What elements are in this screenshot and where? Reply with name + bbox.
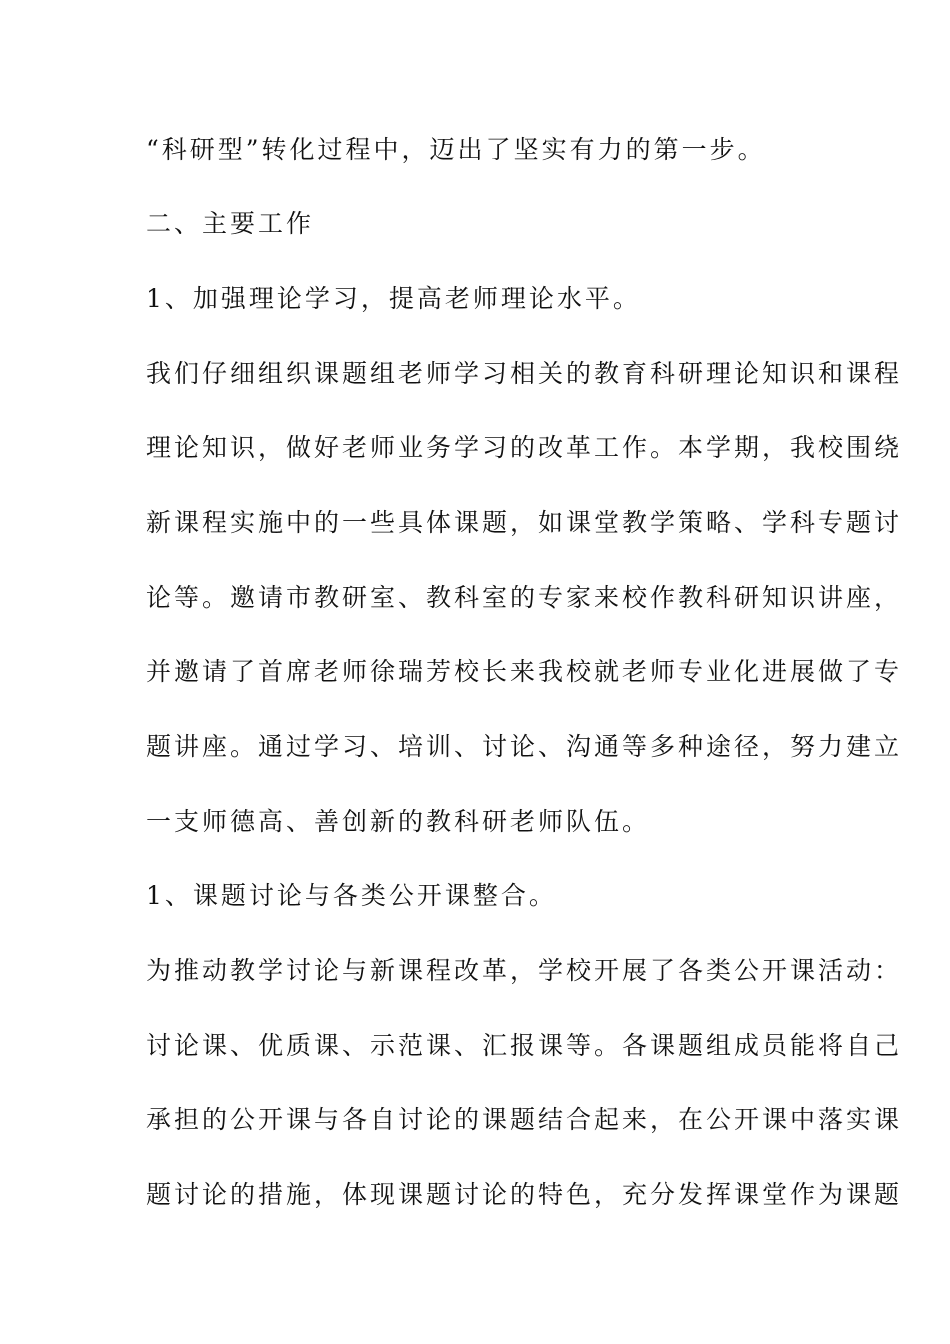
- section-heading-main-work: 二、主要工作: [146, 209, 315, 238]
- paragraph-line: 为推动教学讨论与新课程改革，学校开展了各类公开课活动：: [146, 956, 903, 985]
- paragraph-line: 我们仔细组织课题组老师学习相关的教育科研理论知识和课程: [146, 359, 903, 388]
- paragraph-line: 一支师德高、善创新的教科研老师队伍。: [146, 807, 651, 836]
- paragraph-line: 新课程实施中的一些具体课题，如课堂教学策略、学科专题讨: [146, 508, 903, 537]
- paragraph-line: 题讲座。通过学习、培训、讨论、沟通等多种途径，努力建立: [146, 732, 903, 761]
- paragraph-line: 论等。邀请市教研室、教科室的专家来校作教科研知识讲座，: [146, 583, 903, 612]
- paragraph-line: 讨论课、优质课、示范课、汇报课等。各课题组成员能将自己: [146, 1031, 903, 1060]
- paragraph-line: 并邀请了首席老师徐瑞芳校长来我校就老师专业化进展做了专: [146, 657, 903, 686]
- subheading-open-class-integration: 1、课题讨论与各类公开课整合。: [146, 881, 557, 910]
- text-line-continuation: “科研型”转化过程中，迈出了坚实有力的第一步。: [146, 135, 766, 164]
- paragraph-line: 题讨论的措施，体现课题讨论的特色，充分发挥课堂作为课题: [146, 1180, 903, 1209]
- subheading-theory-study: 1、加强理论学习，提高老师理论水平。: [146, 284, 641, 313]
- paragraph-line: 理论知识，做好老师业务学习的改革工作。本学期，我校围绕: [146, 433, 903, 462]
- paragraph-line: 承担的公开课与各自讨论的课题结合起来，在公开课中落实课: [146, 1105, 903, 1134]
